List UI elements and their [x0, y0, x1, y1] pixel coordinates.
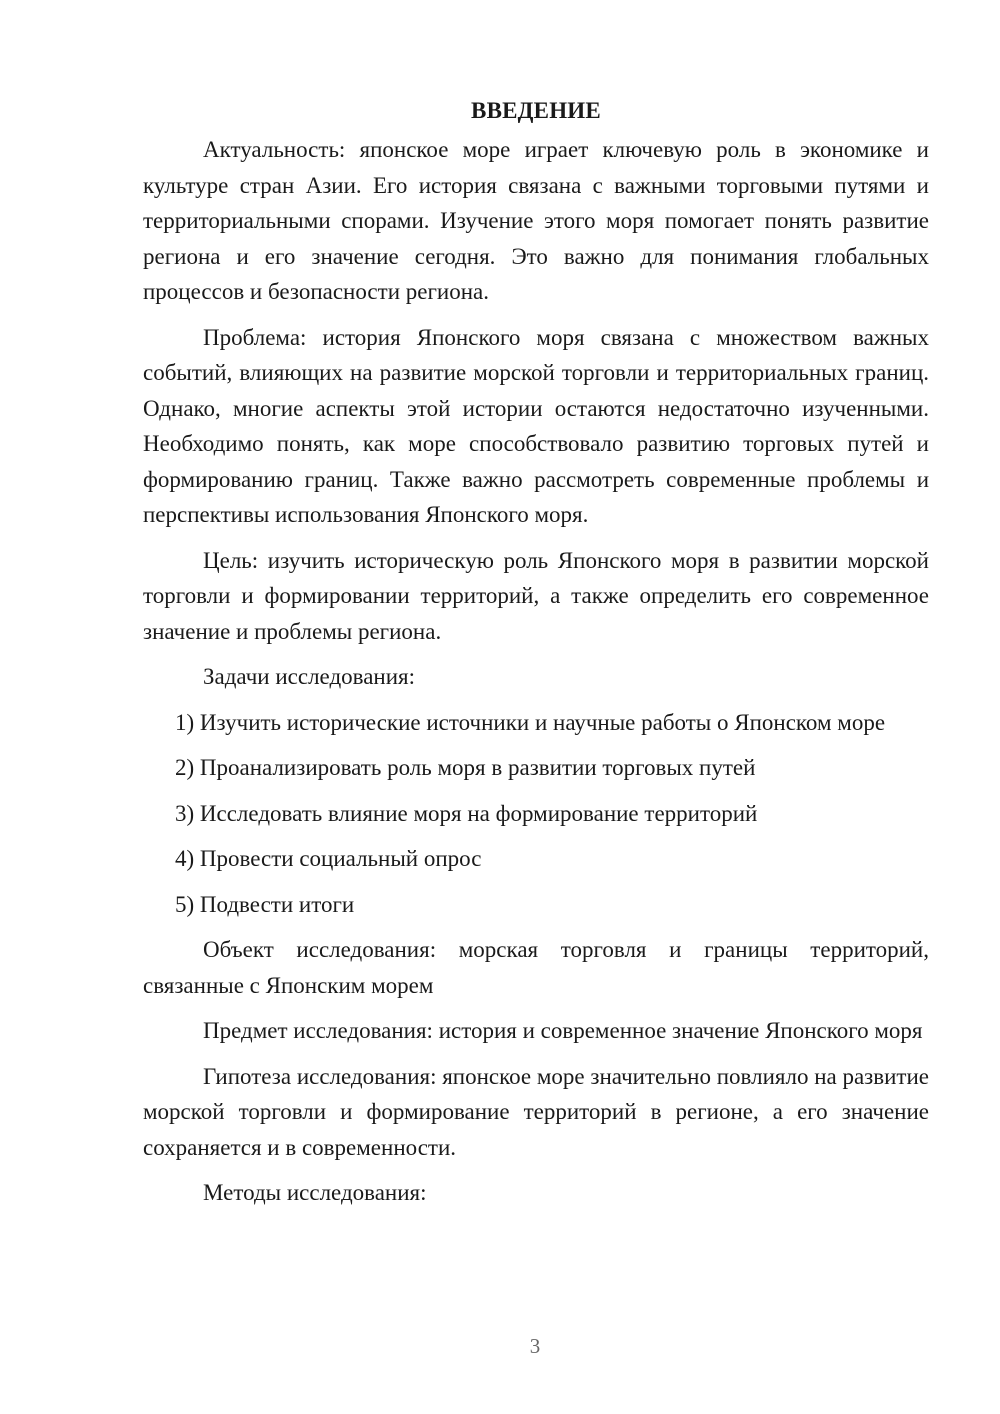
page-title: ВВЕДЕНИЕ [471, 98, 601, 123]
task-item-2: 2) Проанализировать роль моря в развитии торговых путей [175, 755, 756, 780]
paragraph-goal: Цель: изучить историческую роль Японского моря в развитии морской торговли и формировании территорий, а также определить его современное значение и проблемы региона. [143, 547, 929, 644]
paragraph-relevance: Актуальность: японское море играет ключевую роль в экономике и культуре стран Азии. Его история связана с важными торговыми путями и территориальными спорами. Изучение этого моря помогает понять развитие региона и его значение сегодня. Это важно для понимания глобальных процессов и безопасности региона. [143, 137, 929, 304]
tasks-heading: Задачи исследования: [203, 664, 416, 689]
page-content [143, 94, 929, 1221]
paragraph-hypothesis: Гипотеза исследования: японское море значительно повлияло на развитие морской торговли и формирование территорий в регионе, а его значение сохраняется и в современности. [143, 1063, 929, 1160]
task-item-3: 3) Исследовать влияние моря на формирование территорий [175, 800, 758, 826]
methods-heading: Методы исследования: [203, 1180, 427, 1205]
page-number: 3 [529, 1334, 541, 1358]
task-item-4: 4) Провести социальный опрос [175, 846, 482, 871]
paragraph-subject: Предмет исследования: история и современное значение Японского моря [203, 1018, 923, 1043]
task-item-5: 5) Подвести итоги [175, 891, 355, 917]
paragraph-object: Объект исследования: морская торговля и границы территорий, связанные с Японским морем [143, 937, 929, 998]
task-item-1: 1) Изучить исторические источники и научные работы о Японском море [175, 709, 886, 735]
paragraph-problem: Проблема: история Японского моря связана с множеством важных событий, влияющих на развитие морской торговли и территориальных границ. Однако, многие аспекты этой истории остаются недостаточно изученными. Необходимо понять, как море способствовало развитию торговых путей и формированию границ. Также важно рассмотреть современные проблемы и перспективы использования Японского моря. [143, 324, 929, 527]
